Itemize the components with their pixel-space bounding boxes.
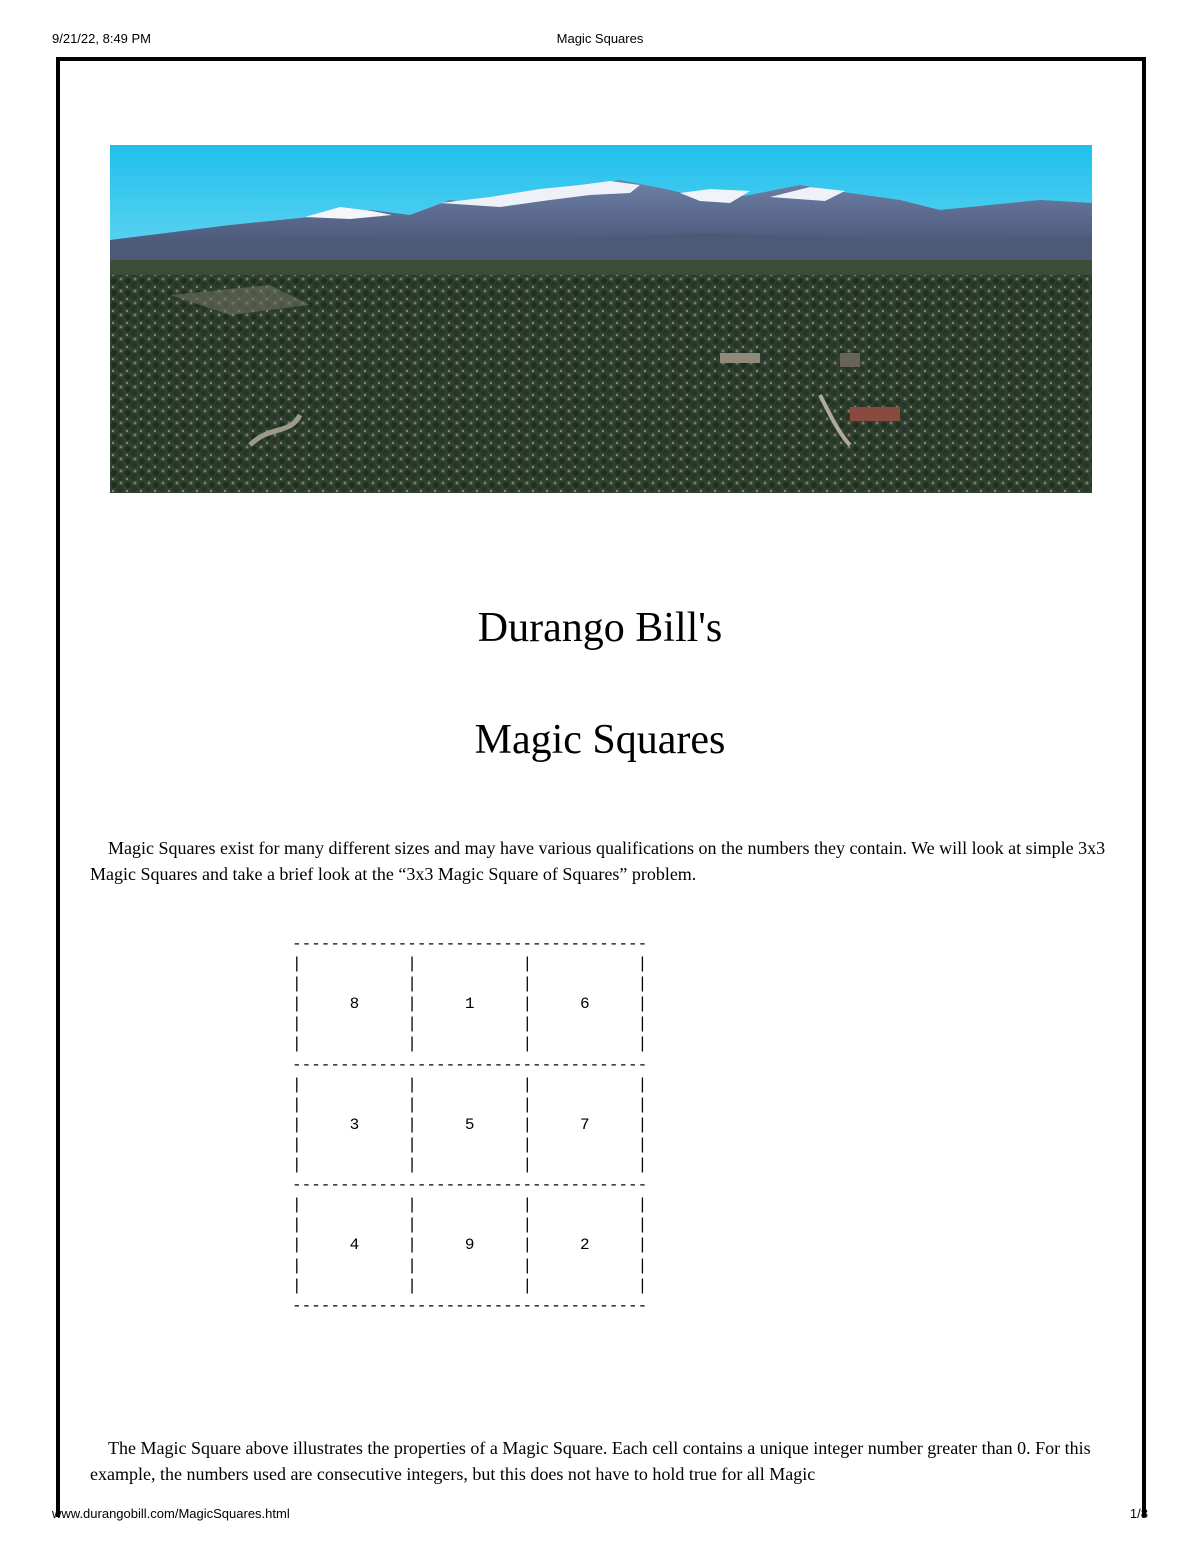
magic-square-ascii: ------------------------------------- | | | | | | | | | 8 | 1 | 6 | | | | | | | | | ------------------------------------- | | | | | | | | | 3 | 5 | 7 | | | | | | | | | ------------------------------------- | | | | | | | | | 4 | 9 | 2 | | | | | | | | | ------------------------------------- — [292, 935, 648, 1315]
print-page-number: 1/8 — [1129, 1506, 1148, 1521]
mountain-landscape-photo-icon — [110, 145, 1092, 493]
print-footer — [0, 1506, 1200, 1526]
print-page-title: Magic Squares — [556, 31, 644, 46]
page-title-line-1: Durango Bill's — [477, 605, 723, 651]
explanation-paragraph: The Magic Square above illustrates the properties of a Magic Square. Each cell contains a unique integer number greater than 0. For this example, the numbers used are consecutive integers, but this does not have to hold true for all Magic — [90, 1438, 1091, 1484]
print-url: www.durangobill.com/MagicSquares.html — [52, 1506, 290, 1521]
page-title-line-2: Magic Squares — [474, 717, 726, 763]
print-header — [0, 31, 1200, 51]
print-datetime: 9/21/22, 8:49 PM — [52, 31, 152, 46]
intro-paragraph: Magic Squares exist for many different sizes and may have various qualifications on the numbers they contain. We will look at simple 3x3 Magic Squares and take a brief look at the “3x3 Magic Square of Squares” problem. — [90, 838, 1106, 884]
banner-photo — [110, 145, 1092, 493]
